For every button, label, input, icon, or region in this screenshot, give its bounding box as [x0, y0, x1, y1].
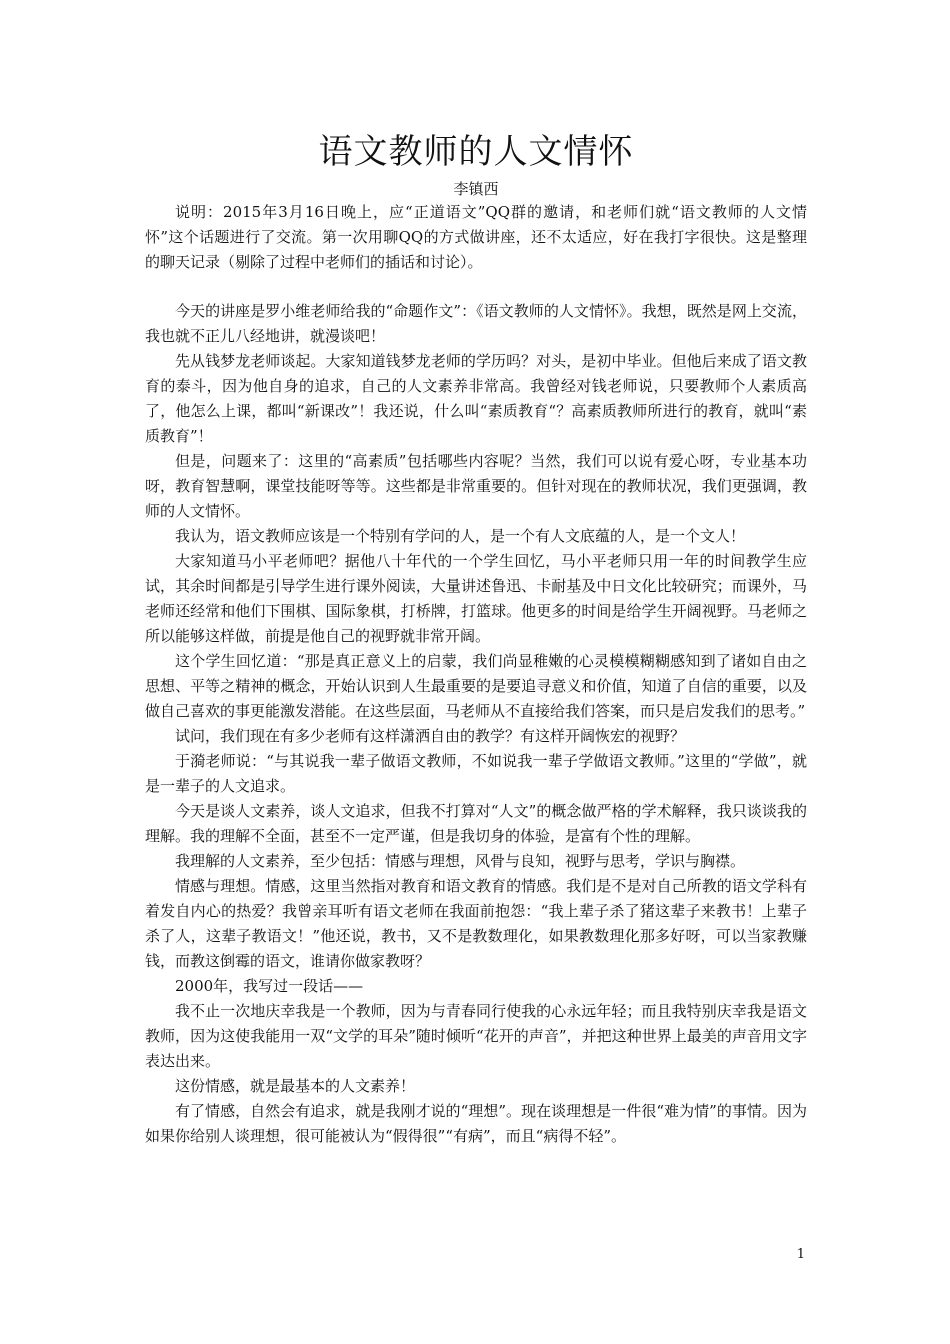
paragraph: 试问，我们现在有多少老师有这样潇洒自由的教学？有这样开阔恢宏的视野？ — [175, 727, 686, 745]
paragraph: 这份情感，就是最基本的人文素养！ — [175, 1077, 416, 1095]
paragraph: 情感与理想。情感，这里当然指对教育和语文教育的情感。我们是不是对自己所教的语文学科有着发自内心的热爱？我曾亲耳听有语文老师在我面前抱怨：“我上辈子杀了猪这辈子来教书！上辈子杀了人，这辈子教语文！”他还说，教书，又不是教数理化，如果教数理化那多好呀，可以当家教赚钱，而教这倒霉的语文，谁请你做家教呀？ — [145, 877, 807, 970]
paragraph: 今天的讲座是罗小维老师给我的“命题作文”：《语文教师的人文情怀》。我想，既然是网上交流，我也就不正儿八经地讲，就漫谈吧！ — [145, 302, 807, 345]
paragraph-intro-note: 说明：2015年3月16日晚上，应“正道语文”QQ群的邀请，和老师们就“语文教师的人文情怀”这个话题进行了交流。第一次用聊QQ的方式做讲座，还不太适应，好在我打字很快。这是整理的聊天记录（剔除了过程中老师们的插话和讨论）。 — [145, 203, 807, 271]
paragraph: 我认为，语文教师应该是一个特别有学问的人，是一个有人文底蕴的人，是一个文人！ — [175, 527, 746, 545]
paragraph: 但是，问题来了：这里的“高素质”包括哪些内容呢？当然，我们可以说有爱心呀，专业基本功呀，教育智慧啊，课堂技能呀等等。这些都是非常重要的。但针对现在的教师状况，我们更强调，教师的人文情怀。 — [145, 452, 807, 520]
paragraph: 有了情感，自然会有追求，就是我刚才说的“理想”。现在谈理想是一件很“难为情”的事情。因为如果你给别人谈理想，很可能被认为“假得很”“有病”，而且“病得不轻”。 — [145, 1102, 807, 1145]
blank-line — [145, 275, 807, 299]
paragraph: 今天是谈人文素养，谈人文追求，但我不打算对“人文”的概念做严格的学术解释，我只谈谈我的理解。我的理解不全面，甚至不一定严谨，但是我切身的体验，是富有个性的理解。 — [145, 802, 807, 845]
paragraph: 我理解的人文素养，至少包括：情感与理想，风骨与良知，视野与思考，学识与胸襟。 — [175, 852, 746, 870]
page-number: 1 — [796, 1247, 805, 1262]
paragraph: 大家知道马小平老师吧？据他八十年代的一个学生回忆，马小平老师只用一年的时间教学生应试，其余时间都是引导学生进行课外阅读，大量讲述鲁迅、卡耐基及中日文化比较研究；而课外，马老师还经常和他们下围棋、国际象棋，打桥牌，打篮球。他更多的时间是给学生开阔视野。马老师之所以能够这样做，前提是他自己的视野就非常开阔。 — [145, 552, 807, 645]
document-title: 语文教师的人文情怀 — [318, 132, 634, 172]
paragraph: 这个学生回忆道：“那是真正意义上的启蒙，我们尚显稚嫩的心灵模模糊糊感知到了诸如自由之思想、平等之精神的概念，开始认识到人生最重要的是要追寻意义和价值，知道了自信的重要，以及做自己喜欢的事更能激发潜能。在这些层面，马老师从不直接给我们答案，而只是启发我们的思考。” — [145, 652, 807, 720]
paragraph: 我不止一次地庆幸我是一个教师，因为与青春同行使我的心永远年轻；而且我特别庆幸我是语文教师，因为这使我能用一双“文学的耳朵”随时倾听“花开的声音”，并把这种世界上最美的声音用文字表达出来。 — [145, 1002, 807, 1070]
paragraph: 先从钱梦龙老师谈起。大家知道钱梦龙老师的学历吗？对头，是初中毕业。但他后来成了语文教育的泰斗，因为他自身的追求，自己的人文素养非常高。我曾经对钱老师说，只要教师个人素质高了，他怎么上课，都叫“新课改”！我还说，什么叫“素质教育“？高素质教师所进行的教育，就叫“素质教育”！ — [145, 352, 807, 445]
paragraph: 于漪老师说：“与其说我一辈子做语文教师，不如说我一辈子学做语文教师。”这里的“学做”，就是一辈子的人文追求。 — [145, 752, 807, 795]
document-author: 李镇西 — [453, 180, 499, 198]
document-body — [145, 126, 807, 1149]
paragraph: 2000年，我写过一段话—— — [175, 977, 364, 995]
